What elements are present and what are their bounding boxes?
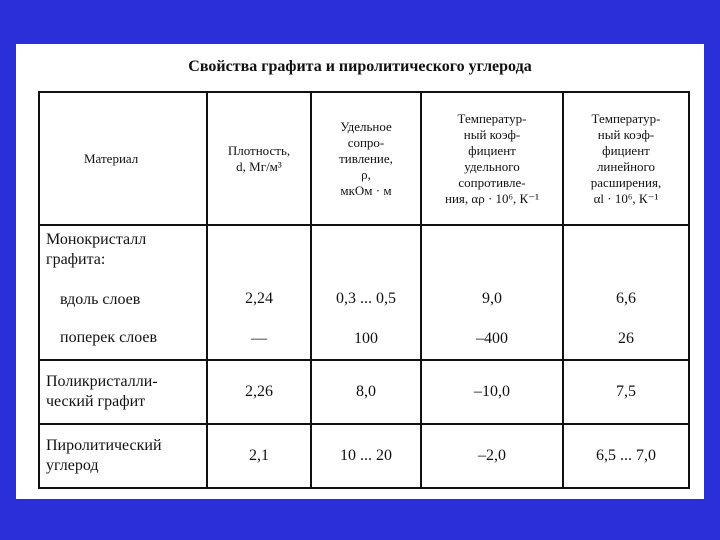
header-density: Плотность, d, Мг/м³ <box>207 92 311 225</box>
header-row <box>39 92 689 225</box>
across-density: — <box>251 330 267 347</box>
material-pyrolytic: Пиролитический углерод <box>39 424 207 488</box>
header-temp-coef-expansion: Температур- ный коэф- фициент линейного расширения, αl · 10⁶, К⁻¹ <box>563 92 689 225</box>
monocrystal-resistivity <box>311 225 421 360</box>
table-row-monocrystal <box>39 225 689 360</box>
along-layers-label: вдоль слоев <box>60 291 141 308</box>
table-title: Свойства графита и пиролитического углерода <box>188 58 532 75</box>
monocrystal-name: Монокристалл графита: <box>46 231 147 268</box>
table-row-pyrolytic <box>39 424 689 488</box>
properties-table <box>38 91 690 489</box>
header-temp-coef-resistivity: Температур- ный коэф- фициент удельного сопротивле- ния, αρ · 10⁶, К⁻¹ <box>421 92 563 225</box>
polycrystal-resistivity: 8,0 <box>311 360 421 424</box>
across-alpha-rho: –400 <box>476 330 508 347</box>
monocrystal-alpha-rho <box>421 225 563 360</box>
along-alpha-rho: 9,0 <box>482 290 502 307</box>
document-sheet <box>16 44 704 499</box>
material-monocrystal <box>39 225 207 360</box>
pyrolytic-resistivity: 10 ... 20 <box>311 424 421 488</box>
polycrystal-density: 2,26 <box>207 360 311 424</box>
table-row-polycrystal <box>39 360 689 424</box>
across-layers-label: поперек слоев <box>60 329 158 346</box>
header-resistivity: Удельное сопро- тивление, ρ, мкОм · м <box>311 92 421 225</box>
along-resistivity: 0,3 ... 0,5 <box>336 290 396 307</box>
along-alpha-l: 6,6 <box>616 290 636 307</box>
material-polycrystal: Поликристалли- ческий графит <box>39 360 207 424</box>
pyrolytic-alpha-l: 6,5 ... 7,0 <box>563 424 689 488</box>
polycrystal-alpha-rho: –10,0 <box>421 360 563 424</box>
polycrystal-alpha-l: 7,5 <box>563 360 689 424</box>
monocrystal-density <box>207 225 311 360</box>
across-alpha-l: 26 <box>618 330 634 347</box>
across-resistivity: 100 <box>354 330 378 347</box>
pyrolytic-alpha-rho: –2,0 <box>421 424 563 488</box>
pyrolytic-density: 2,1 <box>207 424 311 488</box>
along-density: 2,24 <box>245 290 273 307</box>
monocrystal-alpha-l <box>563 225 689 360</box>
header-material: Материал <box>39 92 207 225</box>
